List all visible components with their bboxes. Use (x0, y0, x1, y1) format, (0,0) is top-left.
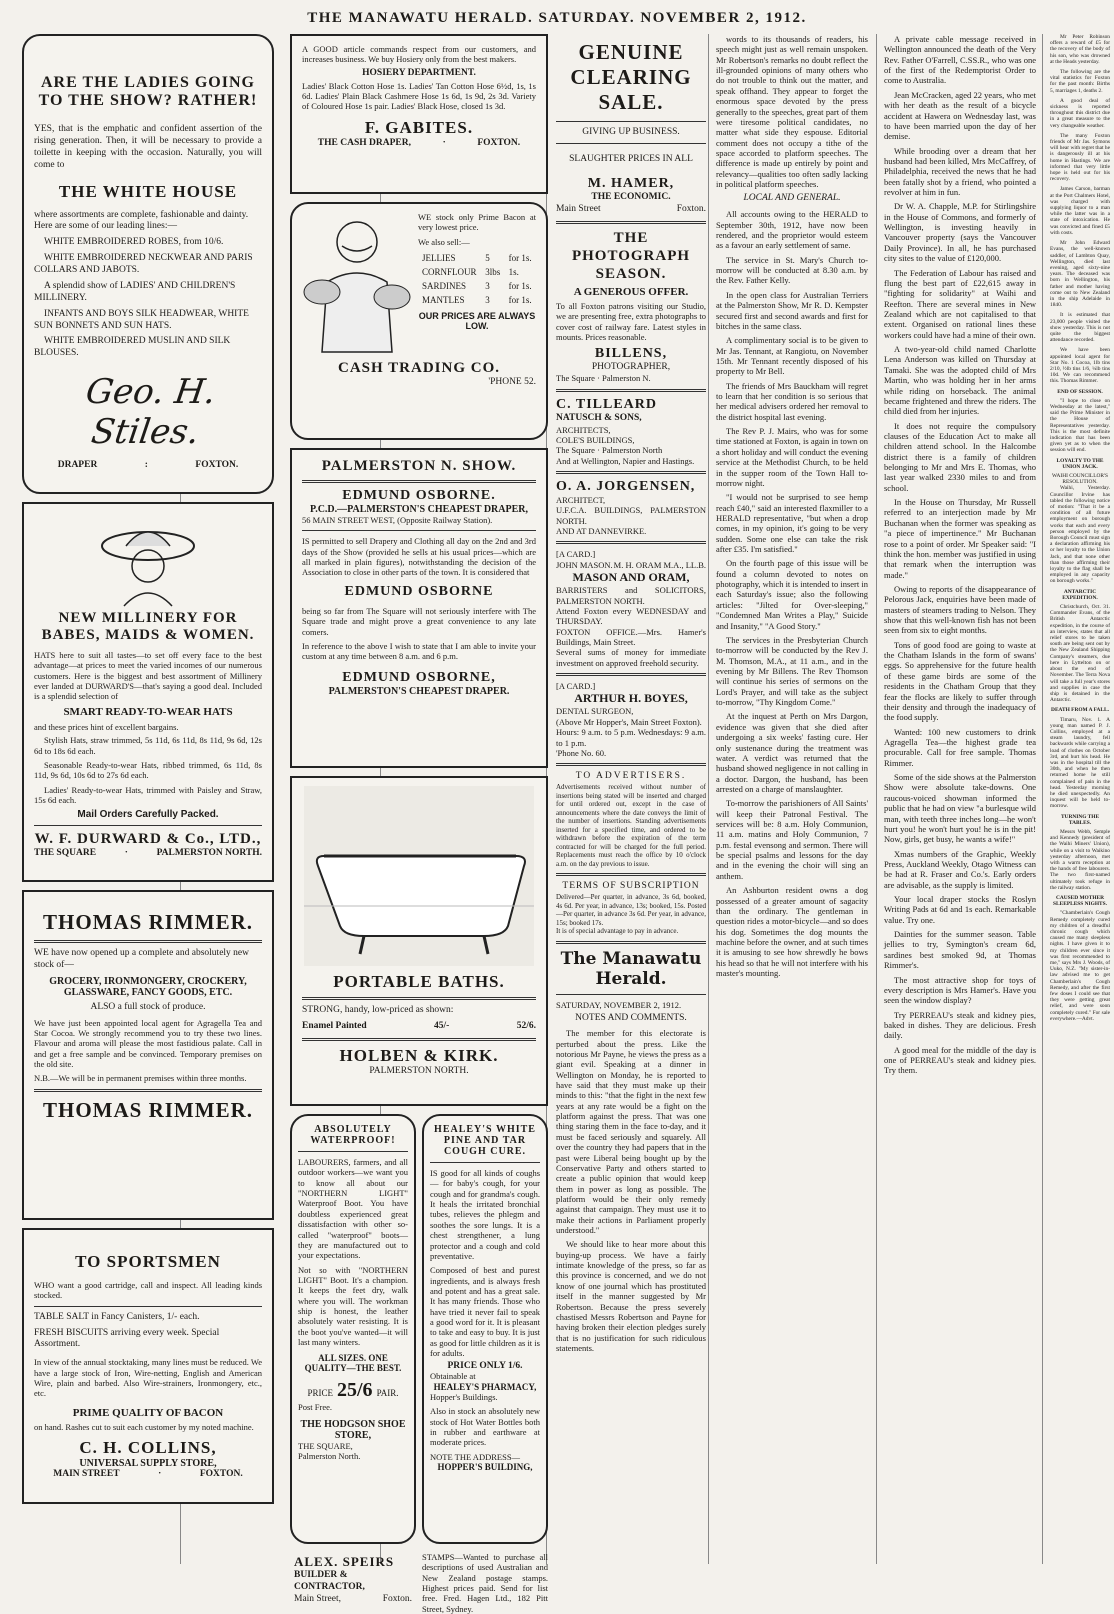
addr-sep: · (158, 1469, 162, 1480)
firm-name: O. A. JORGENSEN, (556, 479, 696, 495)
pharmacy: HEALEY'S PHARMACY, (433, 1381, 537, 1392)
rimmer-ad (22, 890, 274, 1220)
ad-title: TO SPORTSMEN (75, 1252, 221, 1271)
bldg: Hopper's Buildings. (430, 1391, 498, 1402)
ad-also: Also in stock an absolutely new stock of Hot Water Bottles both in rubber and earthware at moderate prices. (430, 1406, 540, 1448)
article-para: A good deal of sickness is reported throughout this district due in a great measure to the very changeable weather. (1050, 97, 1110, 129)
article-para: Wanted: 100 new customers to drink Agragella Tea—the highest grade tea procurable. Call for free sample. Thomas Rimmer. (884, 726, 1036, 768)
ad-body: IS good for all kinds of coughs — for baby's cough, for your cough and for grandma's cough. It heals the irritated bronchial tubes, relieves the phlegm and soothes the sore lungs. It is a chest strengthener, a lung protector and a cough and cold preventative. (430, 1168, 540, 1261)
article-para: "I would not be surprised to see hemp reach £40," said an interested flaxmiller to a HERALD representative, "but when a drop comes, in my opinion, it's going to be very sudden. Some one else can take the risk after £35. I'm satisfied." (716, 492, 868, 555)
article-para: The friends of Mrs Bauckham will regret to learn that her condition is so serious that her medical advisers ordered her removal to the district hospital last evening. (716, 380, 868, 422)
article-para: Jean McCracken, aged 22 years, who met with her death as the result of a bicycle accident at Hawera on Wednesday last, was to have been married upon the day of her demise. (884, 89, 1036, 142)
sale-title: GENUINE CLEARING SALE. (570, 40, 692, 115)
tag-sep: · (442, 137, 446, 148)
addr-right: PALMERSTON NORTH. (156, 848, 262, 859)
bath-label: Enamel Painted (302, 1020, 367, 1031)
white-house-ad (22, 34, 274, 494)
firm-body: Several sums of money for immediate investment on approved freehold security. (556, 647, 706, 668)
item-qty: 3lbs (485, 267, 501, 278)
photo-body: To all Foxton patrons visiting our Studio, we are presenting free, extra photographs to cover cost of railway fare. Latest styles in mounts. Prices reasonable. (556, 301, 706, 343)
article-para: The most attractive shop for toys of every description is Mrs Hamer's. Have you seen the window display? (884, 974, 1036, 1006)
firm-sub: NATUSCH & SONS, (556, 412, 642, 423)
firm-tag: BARRISTERS and SOLICITORS, PALMERSTON NORTH. (556, 585, 706, 606)
mail-note: Mail Orders Carefully Packed. (77, 809, 219, 821)
firm-bldg: U.F.C.A. BUILDINGS, PALMERSTON NORTH. (556, 505, 706, 526)
article-para: In the House on Thursday, Mr Russell referred to an interjection made by Mr Buchanan when the former was speaking as "a piece of impertinence." Mr Buchanan rose to a point of order. Mr Speaker said: "I think the hon. member was justified in using that remark when the interruption was made." (884, 497, 1036, 580)
firm-name-2: EDMUND OSBORNE (344, 583, 494, 599)
ad-sizes: ALL SIZES. ONE QUALITY—THE BEST. (304, 1353, 402, 1374)
item-qty: 5 (485, 253, 490, 264)
ad-title: ARE THE LADIES GOING TO THE SHOW? RATHER! (38, 74, 258, 109)
ad-biscuits: FRESH BISCUITS arriving every week. Special Assortment. (34, 1327, 220, 1350)
firm-name: BILLENS, (594, 345, 668, 361)
column-1 (22, 34, 274, 1512)
ad-also: ALSO a full stock of produce. (90, 1001, 206, 1012)
price: 25/6 (337, 1379, 373, 1402)
list-item: WHITE EMBROIDERED MUSLIN AND SILK BLOUSES. (34, 336, 231, 359)
ad-also: We also sell:— (418, 236, 470, 247)
firm-also: AND AT DANNEVIRKE. (556, 526, 647, 537)
sale-sub-2: SLAUGHTER PRICES IN ALL (569, 154, 693, 165)
article-para: Try PERREAU's steak and kidney pies, baked in dishes. They are delicious. Fresh daily. (884, 1009, 1036, 1041)
ad-body-2: Composed of best and purest ingredients, and is always fresh and potent and has a great sale. It has many friends. Those who have tried it never fail to speak a good word for it. It is pleasant to take and easy to buy. It is just as good for little children as it is for adults. (430, 1265, 540, 1359)
addr-left: Main Street, (294, 1593, 341, 1604)
section-title: TERMS OF SUBSCRIPTION (562, 881, 700, 892)
ad-body-2: being so far from The Square will not seriously interfere with The Square trade and might prove a great convenience to any late comers. (302, 605, 536, 637)
firm-office: Attend Foxton every WEDNESDAY and THURSDAY. (556, 605, 706, 627)
partner-right: M. H. ORAM M.A., LL.B. (613, 559, 706, 570)
addr-right: FOXTON. (199, 1469, 243, 1480)
firm-addr: (Above Mr Hopper's, Main Street Foxton). (556, 716, 702, 727)
article-para: We have been appointed local agent for Star No. 1 Cocoa, 1lb tins 2/10, ½lb tins 1/6, ¼lb tins 10d. We can recommend this. Thomas Rimmer. (1050, 347, 1110, 385)
firm-addr: 56 MAIN STREET WEST, (Opposite Railway Station). (302, 515, 493, 525)
addr-right: Foxton. (676, 204, 706, 215)
firm-bldg: COLE'S BUILDINGS, (556, 434, 635, 445)
article-para: It does not require the compulsory clauses of the Education Act to make all children attend school. In the Halcombe district there is a family of children belonging to Mr and Mrs E. Thomas, who last year walked 2330 miles to and from school. (884, 420, 1036, 493)
section-sub: WAIHI COUNCILLOR'S RESOLUTION. (1052, 473, 1108, 486)
ad-dept: HOSIERY DEPARTMENT. (362, 67, 476, 78)
obtain: Obtainable at (430, 1371, 476, 1382)
ad-note: N.B.—We will be in permanent premises within three months. (34, 1073, 247, 1084)
section-title: DEATH FROM A FALL. (1051, 707, 1109, 714)
firm-name: C. H. COLLINS, (79, 1438, 217, 1458)
addr-right: Foxton. (382, 1593, 412, 1604)
ad-title: HEALEY'S WHITE PINE AND TAR COUGH CURE. (434, 1124, 536, 1157)
article-para: It is estimated that 23,000 people visited the show yesterday. This is not quite the biggest attendance recorded. (1050, 312, 1110, 344)
firm-tag: ARCHITECT, (556, 495, 606, 506)
article-para: Your local draper stocks the Roslyn Writing Pads at 6d and 1s each. Remarkable value. Try one. (884, 894, 1036, 925)
firm-name: EDMUND OSBORNE. (342, 488, 496, 503)
paper-title: The Manawatu Herald. (560, 948, 702, 989)
item-name: CORNFLOUR (422, 267, 477, 278)
firm-name: CASH TRADING CO. (338, 360, 500, 376)
footer-sep: : (144, 460, 148, 471)
baths-ad (290, 776, 548, 1106)
firm-name: C. TILLEARD (556, 396, 657, 412)
section-title: NOTES AND COMMENTS. (575, 1013, 687, 1024)
list-item: INFANTS AND BOYS SILK HEADWEAR, WHITE SUN BONNETS AND SUN HATS. (34, 308, 249, 331)
ad-bacon: PRIME QUALITY OF BACON (72, 1406, 224, 1419)
price-row (418, 251, 536, 265)
masthead: THE MANAWATU HERALD. SATURDAY. NOVEMBER 2, 1912. (307, 10, 807, 26)
paper-date: SATURDAY, NOVEMBER 2, 1912. (556, 999, 682, 1010)
ad-body: We have just been appointed local agent for Agragella Tea and Star Cocoa. We strongly recommend you to try these two lines. Flavour and aroma will please the most fastidious palate. Call in and get a free sample and be convinced. Temporary premises on the old site. (34, 1017, 262, 1070)
list-item: Ladies' Ready-to-wear Hats, trimmed with Paisley and Straw, 15s 6d each. (34, 784, 262, 805)
article-para: The Federation of Labour has raised and flung the best part of £22,615 away in "fighting for solidarity" at Waihi and Reefton. There are several mines in New Zealand which are not capitalised to that extent. Organised on rational lines these workers could have had a mine of their own. (884, 267, 1036, 340)
firm-tag: P.C.D.—PALMERSTON'S CHEAPEST DRAPER, (310, 504, 528, 515)
section-title: LOCAL AND GENERAL. (743, 193, 841, 204)
firm-addr: The Square · Palmerston N. (556, 373, 651, 384)
article-para: Dainties for the summer season. Table jellies to try, Symington's cream 6d, sardines best smoked 9d, at Thomas Rimmer's. (884, 929, 1036, 971)
article-para: On the fourth page of this issue will be found a column devoted to notes on photography, which it is intended to insert in each Saturday's issue; also the following articles: "Jilted for Over-sleeping," "Condemned Man Writes a Play," Suicide and Insanity," "A Good Story." (716, 558, 868, 631)
article-para: Mr Peter Robinson offers a reward of £5 for the recovery of the body of his son, who was drowned at the Heads yesterday. (1050, 34, 1110, 65)
ad-line: GROCERY, IRONMONGERY, CROCKERY, (49, 975, 247, 987)
firm-office-2: FOXTON OFFICE.—Mrs. Hamer's Buildings, Main Street. (556, 626, 706, 647)
firm-tag: PHOTOGRAPHER, (591, 361, 671, 372)
article-para: At the inquest at Perth on Mrs Dargon, evidence was given that she died after undergoing a six weeks' fasting cure. Her only sustenance during the treatment was water. A verdict was returned that the husband showed negligence in not calling in a doctor. Dargon, the husband, has been arrested on a charge of manslaughter. (716, 711, 868, 794)
column-2 (290, 34, 548, 1614)
hat-illustration (98, 516, 198, 606)
article-para: We should like to hear more about this buying-up process. We have a fairly intimate knowledge of the press, so far as this province is concerned, and we do not know of one journal which has prostituted itself in the manner suggested by Mr Robertson. Because the press severely chastised Messrs Robertson and Payne for having broken their election pledges surely that is no justification for such ridiculous statements. (556, 1239, 706, 1353)
addr-sep: · (124, 848, 128, 859)
ad-intro: STRONG, handy, low-priced as shown: (302, 1005, 454, 1015)
article-para: Tons of good food are going to waste at the Chatham Islands in the form of swans' eggs. So apprehensive for the future health of these game birds are some of the residents in the Chatham Group that they fear the flocks are likely to suffer through their density and through the inadequacy of the food supply. (884, 639, 1036, 723)
firm-tag: ARCHITECTS, (556, 424, 611, 435)
ad-note: OUR PRICES ARE ALWAYS LOW. (418, 311, 536, 332)
show-title: PALMERSTON N. SHOW. (321, 458, 517, 474)
stamps-ad: STAMPS—Wanted to purchase all descriptions of used Australian and New Zealand postage stamps. Highest prices paid. Send for list free. Fred. Hagen Ltd., 182 Pitt Street, Sydney. (422, 1552, 548, 1614)
firm-name: ALEX. SPEIRS (294, 1554, 395, 1569)
article-para: Mr John Edward Evans, the well-known saddler, of Lambton Quay, Wellington, died last evening, aged sixty-nine years. The deceased was born in Wellington, his father and mother having come out to New Zealand in the ship Adelaide in 1840. (1050, 240, 1110, 309)
article-para: A good meal for the middle of the day is one of PERREAU's steak and kidney pies. Try them. (884, 1044, 1036, 1076)
price-row (418, 293, 536, 307)
ad-salt: TABLE SALT in Fancy Canisters, 1/- each. (34, 1311, 200, 1322)
hodgson-ad (290, 1114, 416, 1544)
article-para: Messrs Webb, Semple and Kennedy (president of the Waihi Miners' Union), while on a visit to Waikino yesterday afternoon, met with a warm reception at the hands of free labourers. The two first-named ultimately took refuge in the railway station. (1050, 828, 1110, 891)
article-para: The services in the Presbyterian Church to-morrow will be conducted by the Rev J. M. Thomson, M.A., at 11 a.m., and in the evening by Mr Billens. The Rev Thomson will continue his series of sermons on the Lord's Prayer, and will take as the subject to-morrow, "Thy Kingdom Come." (716, 634, 868, 708)
article-para: Christchurch, Oct. 31. Commander Evans, of the British Antarctic expedition, in the course of an interview, states that all relief stores to be taken south are being sent out by the New Zealand Shipping Company's steamers, due here in Lyttelton on or about the end of November. The Terra Nova will take a full year's stores and supplies in case the ship is detained in the Antarctic. (1050, 604, 1110, 704)
firm-town: Palmerston North. (298, 1451, 361, 1462)
price-row (418, 279, 536, 293)
ad-bacon-text: on hand. Rashes cut to suit each customer by my noted machine. (34, 1421, 254, 1432)
ad-intro: YES, that is the emphatic and confident assertion of the rising generation. Then, it will be necessary to provide a toilette in keeping with the occasion. Naturally, you will come to (34, 124, 262, 170)
list-item: Seasonable Ready-to-wear Hats, ribbed trimmed, 6s 11d, 8s 11d, 9s 6d, 10s 6d to 27s 6d each. (34, 759, 262, 781)
price-row (418, 265, 536, 279)
ad-sub: SMART READY-TO-WEAR HATS (63, 705, 233, 718)
ad-title: THOMAS RIMMER. (43, 910, 253, 934)
osborne-ad (290, 448, 548, 768)
photo-title: THE PHOTOGRAPH SEASON. (571, 230, 691, 283)
ad-line: GLASSWARE, FANCY GOODS, ETC. (63, 986, 233, 998)
ad-body-2: Not so with "NORTHERN LIGHT" Boot. It's a champion. It keeps the feet dry, walk where you will. The workman ship is honest, the leather absolutely water resisting. It is the boot you've wanted—it will last many winters. (298, 1264, 408, 1348)
ad-body: Ladies' Black Cotton Hose 1s. Ladies' Tan Cotton Hose 6½d, 1s, 1s 6d. Ladies' Plain Black Cashmere Hose 1s 6d, 1s 9d, 2s 3d. Variety of Coloured Hose 1s pair. Ladies' Black Hose, closed 1s 3d. (302, 80, 536, 112)
article-para: Timaru, Nov. 1. A young man named P. J. Collins, employed at a steam laundry, fell backwards while carrying a load of clothes on October 3rd, and hurt his head. He was in the hospital till the 30th, and when he then returned home he still complained of pain in the head. Yesterday morning he died unexpectedly. An inquest will be held to-morrow. (1050, 716, 1110, 810)
ad-addr: HOPPER'S BUILDING, (437, 1461, 533, 1472)
tag-right: FOXTON. (477, 137, 521, 148)
section-title: CAUSED MOTHER SLEEPLESS NIGHTS. (1053, 895, 1107, 908)
item-price: for 1s. (508, 253, 532, 264)
cash-trading-ad (290, 202, 548, 440)
post-note: Post Free. (298, 1402, 332, 1413)
price-label: PRICE (307, 1388, 333, 1399)
ad-intro: WE have now opened up a complete and absolutely new stock of— (34, 948, 249, 970)
article-para: The Rev P. J. Mairs, who was for some time stationed at Foxton, is again in town on a short holiday and will conduct the evening service at the Methodist Church, to be held in the supper room of the Town Hall to-morrow night. (716, 426, 868, 488)
section-title: ANTARCTIC EXPEDITION. (1062, 588, 1098, 601)
firm-name: M. HAMER, (587, 176, 675, 192)
addr-left: MAIN STREET (53, 1469, 120, 1480)
article-para: A private cable message received in Wellington announced the death of the Very Rev. Father O'Farrell, C.SS.R., who was one of the first of the Redemptorist Order to come to Australia. (884, 34, 1036, 86)
article-para: While brooding over a dream that her husband had been killed, Mrs McCaffrey, of Philadelphia, received the news that he had been fatally shot by a friend, who pointed a revolver at him in fun. (884, 145, 1036, 198)
butcher-illustration (302, 212, 412, 352)
ad-intro: A GOOD article commands respect from our customers, and increases business. We buy Hosiery only from the best makers. (302, 44, 536, 65)
firm-phone: 'Phone No. 60. (556, 747, 607, 758)
tag-left: THE CASH DRAPER, (317, 137, 411, 148)
firm-name: ARTHUR H. BOYES, (574, 691, 688, 706)
addr-left: THE SQUARE (34, 848, 97, 859)
speirs-ad (290, 1552, 416, 1614)
section-title: END OF SESSION. (1057, 388, 1103, 395)
article-para: A two-year-old child named Charlotte Lena Anderson was killed on Thursday at Tamaki. She was the adopted child of Mrs Martin, who was holding her in her arms while riding on horseback. The animal became frightened and threw the riders. The child died from her injuries. (884, 344, 1036, 417)
list-item: WHITE EMBROIDERED ROBES, from 10/6. (44, 237, 224, 248)
article-para: The service in St. Mary's Church to-morrow will be conducted at 8.30 a.m. by the Rev. Father Kelly. (716, 254, 868, 286)
firm-name-3: EDMUND OSBORNE, (342, 669, 496, 685)
firm-addr: The Square · Palmerston North (556, 445, 663, 456)
section-body: Advertisements received without number of insertions being stated will be inserted and charged for until ordered out, except in the case of announcements where the date conveys the limit of the number of insertions. Standing advertisements inserted for a specified time, and ordered to be withdrawn before the expiration of the term contracted for will be charged for the full period. Replacements must reach the office by 10 o'clock a.m. on the day previous to issue. (556, 783, 706, 868)
firm-name: W. F. DURWARD & Co., LTD., (34, 831, 262, 848)
signature: Geo. H. Stiles. (83, 372, 219, 453)
item-qty: 3 (485, 295, 490, 306)
list-item: WHITE EMBROIDERED NECKWEAR AND PARIS COLLARS AND JABOTS. (34, 253, 253, 275)
partner-left: JOHN MASON. (556, 559, 613, 570)
column-3 (556, 34, 706, 1357)
bath-price-a: 45/- (434, 1020, 450, 1031)
firm-also: And at Wellington, Napier and Hastings. (556, 455, 695, 466)
ad-sub2: and these prices hint of excellent bargains. (34, 721, 179, 732)
item-qty: 3 (485, 281, 490, 292)
item-name: SARDINES (422, 281, 467, 292)
ad-stocktaking: In view of the annual stocktaking, many lines must be reduced. We have a large stock of Iron, Wire-netting, English and American Wire, plain and barbed. Also Wire-strainers, Ironmongery, etc., etc. (34, 1357, 262, 1399)
firm-tag: DENTAL SURGEON, (556, 706, 634, 717)
article-para: A complimentary social is to be given to Mr Jas. Tennant, at Rangiotu, on November 15th. Mr Tennant recently disposed of his property to Mr Bell. (716, 335, 868, 377)
price: PRICE ONLY 1/6. (447, 1361, 523, 1372)
section-title: TURNING THE TABLES. (1060, 813, 1100, 826)
section-title: TO ADVERTISERS. (575, 771, 687, 782)
article-para: An Ashburton resident owns a dog possessed of a greater amount of sagacity than the ordinary. The gentleman in question rides a motor-bicycle—and so does his dog. Sometimes the dog mounts the machine before the owner, and at such times it is amusing to see how shrewdly he bows his head so that he will not interfere with his master's mounting. (716, 885, 868, 979)
firm-hours: Hours: 9 a.m. to 5 p.m. Wednesdays: 9 a.m. to 1 p.m. (556, 727, 706, 748)
firm-tag: BUILDER & CONTRACTOR, (294, 1570, 365, 1592)
item-name: MANTLES (422, 295, 465, 306)
section-body: Delivered—Per quarter, in advance, 3s 6d, booked, 4s 6d. Per year, in advance, 13s; booked, 15s. Posted—Per quarter, in advance 3s 6d. Per year, in advance, 15s; booked 17s. (556, 893, 706, 927)
ad-body: IS permitted to sell Drapery and Clothing all day on the 2nd and 3rd days of the Show (provided he sells at his usual prices—which are all marked in plain figures), notwithstanding the decision of the Association to close in other parts of the town. It is considered that (302, 536, 536, 578)
gabites-ad (290, 34, 548, 194)
list-item: Stylish Hats, straw trimmed, 5s 11d, 6s 11d, 8s 11d, 9s 6d, 12s 6d to 18s 6d each. (34, 735, 262, 756)
article-para: Dr W. A. Chapple, M.P. for Stirlingshire in the House of Commons, and formerly of Wellington, is investing heavily in Vancouver property (says the Vancouver Daily Province). In all, he has purchased city sites to the value of £120,000. (884, 201, 1036, 264)
article-para: "I hope to close on Wednesday at the latest," said the Prime Minister in the House of Representatives yesterday. This is the most definite indication that has been given yet as to when the session will end. (1050, 397, 1110, 454)
ad-body: LABOURERS, farmers, and all outdoor workers—we want you to know all about our "NORTHERN LIGHT" Waterproof Boot. You have doubtless experienced great dissatisfaction with other so-called "waterproof" boots—they are manufactured out to your expectations. (298, 1157, 408, 1261)
firm-name: F. GABITES. (364, 117, 474, 137)
ad-body-3: In reference to the above I wish to state that I am able to invite your custom at any time between 8 a.m. and 6 p.m. (302, 640, 536, 662)
store-name: UNIVERSAL SUPPLY STORE, (79, 1458, 217, 1470)
store-name: THE WHITE HOUSE (58, 181, 238, 201)
ad-title: ABSOLUTELY WATERPROOF! (310, 1124, 396, 1146)
ad-title: NEW MILLINERY FOR BABES, MAIDS & WOMEN. (41, 610, 255, 643)
ad-title-2: THOMAS RIMMER. (43, 1097, 253, 1122)
card-label: [A CARD.] (556, 681, 596, 692)
firm-name: MASON AND ORAM, (572, 570, 690, 585)
price-unit: PAIR. (376, 1388, 399, 1399)
firm-name: THE HODGSON SHOE STORE, (300, 1418, 406, 1441)
article-para: James Carson, barman at the Port Chalmers Hotel, was charged with supplying liquor to a man while the latter was in a state of intoxication. He was convicted and fined £5 with costs. (1050, 186, 1110, 236)
durward-ad (22, 502, 274, 882)
item-price: for 1s. (508, 281, 532, 292)
section-title: LOYALTY TO THE UNION JACK. (1056, 457, 1104, 470)
ad-lead: where assortments are complete, fashionable and dainty. Here are some of our leading lines:— (34, 209, 249, 232)
bath-illustration (304, 786, 534, 966)
card-label: [A CARD.] (556, 549, 596, 560)
article-para: Owing to reports of the disappearance of Pelorous Jack, enquiries have been made of masters of steamers trading to Nelson. They show that this well-known fish has not been seen from six to eight months. (884, 583, 1036, 636)
column-4 (716, 34, 868, 1564)
ad-title: PORTABLE BATHS. (333, 972, 505, 991)
article-para: "Chamberlain's Cough Remedy completely cured my children of a dreadful chronic cough which caused me many sleepless nights. I have given it to my children ever since it was first recommended to me," says Mrs J. Woods, of Uuko, N.Z. "My sister-in-law advised me to get Chamberlain's Cough Remedy, and after the first few doses I could see that they were getting great relief, and were soon completely cured." For sale everywhere.—Advt. (1050, 910, 1110, 1022)
addr-left: Main Street (556, 204, 601, 215)
section-note: It is of special advantage to pay in advance. (556, 927, 679, 936)
article-para: The following are the vital statistics for Foxton for the past month: Births 5, marriages 1, deaths 2. (1050, 69, 1110, 94)
ad-intro: HATS here to suit all tastes—to set off every face to the best advantage—at prices to meet the varied incomes of our numerous customers. Here is the biggest and best assortment of Millinery ever landed at DURWARD'S—that's saying a good deal. Included is a splendid selection of (34, 650, 262, 702)
ad-intro: WHO want a good cartridge, call and inspect. All leading kinds stocked. (34, 1280, 262, 1301)
article-para: The many Foxton friends of Mr Jas. Symons will hear with regret that he is dangerously ill at his home in Hastings. We are informed that very little hope is held out for his recovery. (1050, 132, 1110, 183)
column-5 (884, 34, 1036, 1564)
phone: 'PHONE 52. (488, 377, 536, 387)
item-price: 1s. (508, 267, 519, 278)
healey-ad (422, 1114, 548, 1544)
footer-left: DRAPER (57, 460, 98, 471)
firm-name: HOLBEN & KIRK. (339, 1045, 499, 1065)
firm-tag: THE ECONOMIC. (591, 192, 671, 203)
item-name: JELLIES (422, 253, 456, 264)
list-item: A splendid show of LADIES' AND CHILDREN'S MILLINERY. (34, 280, 236, 303)
firm-addr: THE SQUARE, (298, 1440, 353, 1451)
right-column (1050, 34, 1110, 1564)
footer-right: FOXTON. (195, 460, 239, 471)
collins-ad (22, 1228, 274, 1504)
article-para: Xmas numbers of the Graphic, Weekly Press, Auckland Weekly, Otago Witness can be had at R. Fraser and Co.'s. Early orders are advisable, as the supply is limited. (884, 848, 1036, 890)
ad-note: NOTE THE ADDRESS— (430, 1451, 521, 1462)
firm-tag-3: PALMERSTON'S CHEAPEST DRAPER. (328, 685, 510, 697)
item-price: for 1s. (508, 295, 532, 306)
article-para: words to its thousands of readers, his speech might just as well remain unspoken. Mr Robertson's remarks no doubt reflect the ill-grounded opinions of many others who do not trouble to think out the matter, and speak offhand. They appear to forget the enormous space devoted by the press generally to the speeches, great part of them were tiresome political candidates, no matter what side they espouse. Editorial comment does not occupy a tithe of the space accorded to platform speeches. The difference is made up entirely by point and relevancy—qualities too often sadly lacking in political platform speeches. (716, 34, 868, 190)
article-para: All accounts owing to the HERALD to September 30th, 1912, have now been rendered, and the proprietor would esteem as a favour an early settlement of same. (716, 209, 868, 251)
sale-sub: GIVING UP BUSINESS. (582, 126, 680, 137)
photo-sub: A GENEROUS OFFER. (573, 286, 689, 299)
article-para: In the open class for Australian Terriers at the Palmerston Show, Mr R. D. Kempster secured first and second awards and first for bitches in the same class. (716, 289, 868, 331)
ad-intro: WE stock only Prime Bacon at very lowest price. (418, 212, 536, 233)
article-para: The member for this electorate is perturbed about the press. Like the notorious Mr Payne, he views the press as a giant evil. Speaking at a dinner in Wellington on Monday, he is reported to have said that they must make up their minds to this: "that the fight in the next few years at any rate would be a fight on the platform against the press. That was one thing staring them in the face to-day, and it must be faced seriously and squarely. All over the country they had papers that in the past were Liberal being bought up by the Conservative Party and others started to create a public opinion that would keep them in power as long as possible. The platform would be their only remedy against that campaign. They must use it to make their actions in Parliament properly understood." (556, 1028, 706, 1236)
article-para: To-morrow the parishioners of All Saints' will keep their Patronal Festival. The services will be: 8 a.m. Holy Communion, 11 a.m. matins and Holy Communion, 7 p.m. festal evensong and sermon. There will be special psalms and lessons for the day and in the evening the choir will sing an anthem. (716, 798, 868, 881)
article-para: Waihi, Yesterday. Councillor Irvine has tabled the following notice of motion: "That it be a condition of all future employment on borough works that each and every person employed by the Borough Council must sign a declaration affirming his or her loyalty to the Union Jack, and that none other than those affirming their loyalty to the flag shall be employed in any capacity on borough works." (1050, 485, 1110, 585)
article-para: Some of the side shows at the Palmerston Show were absolute take-downs. One raucous-voiced showman informed the public that he had on view "a burlesque wild man, with teeth three inches long—he won't hurt you! he won't hurt you! he is in the pit! Now, girls, get busy, he wants a wife!" (884, 772, 1036, 845)
bath-price-b: 52/6. (516, 1020, 536, 1031)
firm-addr: PALMERSTON NORTH. (369, 1065, 469, 1076)
